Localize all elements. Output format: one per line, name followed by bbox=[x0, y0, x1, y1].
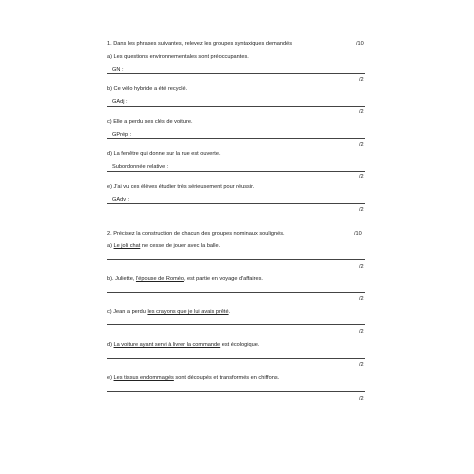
ex2-sentence-d: d) La voiture ayant servi à livrer la commande est écologique. bbox=[107, 342, 260, 348]
ex1-score-c: /2 bbox=[359, 142, 364, 148]
ex2-sentence-b: b). Juliette, l'épouse de Roméo, est partie en voyage d'affaires. bbox=[107, 276, 263, 282]
underlined-noun-group: Le joli chat bbox=[113, 243, 141, 249]
ex2-answer-line-a[interactable] bbox=[107, 259, 365, 260]
underlined-noun-group: Les tissus endommagés bbox=[113, 375, 174, 381]
ex1-answer-label-c: GPrép : bbox=[112, 132, 132, 138]
ex1-answer-label-e: GAdv : bbox=[112, 197, 130, 203]
exercise-1-total: /10 bbox=[356, 41, 364, 47]
ex1-answer-line-c[interactable] bbox=[107, 138, 365, 139]
ex2-score-e: /2 bbox=[359, 396, 364, 402]
ex2-score-a: /2 bbox=[359, 264, 364, 270]
ex1-answer-line-a[interactable] bbox=[107, 73, 365, 74]
ex1-sentence-b: b) Ce vélo hybride a été recyclé. bbox=[107, 86, 188, 92]
ex1-score-a: /2 bbox=[359, 77, 364, 83]
ex1-sentence-e: e) J'ai vu ces élèves étudier très sérieusement pour réussir. bbox=[107, 184, 255, 190]
underlined-noun-group: les crayons que je lui avais prêté bbox=[147, 309, 229, 315]
ex2-sentence-a: a) Le joli chat ne cesse de jouer avec la balle. bbox=[107, 243, 221, 249]
ex1-answer-line-d[interactable] bbox=[107, 171, 365, 172]
ex2-answer-line-e[interactable] bbox=[107, 391, 365, 392]
ex2-score-b: /2 bbox=[359, 296, 364, 302]
ex2-answer-line-b[interactable] bbox=[107, 292, 365, 293]
ex1-sentence-a: a) Les questions environnementales sont préoccupantes. bbox=[107, 54, 249, 60]
ex1-answer-line-b[interactable] bbox=[107, 106, 365, 107]
exercise-1-title: 1. Dans les phrases suivantes, relevez les groupes syntaxiques demandés bbox=[107, 41, 293, 47]
ex1-answer-label-a: GN : bbox=[112, 67, 124, 73]
underlined-noun-group: La voiture ayant servi à livrer la commande bbox=[113, 342, 221, 348]
exercise-2-total: /10 bbox=[354, 231, 362, 237]
ex1-sentence-c: c) Elle a perdu ses clés de voiture. bbox=[107, 119, 193, 125]
ex1-score-d: /2 bbox=[359, 174, 364, 180]
ex2-answer-line-d[interactable] bbox=[107, 358, 365, 359]
ex2-answer-line-c[interactable] bbox=[107, 324, 365, 325]
ex2-score-d: /2 bbox=[359, 362, 364, 368]
ex1-sentence-d: d) La fenêtre qui donne sur la rue est ouverte. bbox=[107, 151, 221, 157]
ex1-answer-label-d: Subordonnée relative : bbox=[112, 164, 169, 170]
ex1-answer-line-e[interactable] bbox=[107, 203, 365, 204]
ex2-score-c: /2 bbox=[359, 329, 364, 335]
underlined-noun-group: l'épouse de Roméo bbox=[135, 276, 184, 282]
ex1-answer-label-b: GAdj : bbox=[112, 99, 128, 105]
ex2-sentence-e: e) Les tissus endommagés sont découpés et transformés en chiffons. bbox=[107, 375, 280, 381]
ex2-sentence-c: c) Jean a perdu les crayons que je lui avais prêté. bbox=[107, 309, 231, 315]
ex1-score-b: /2 bbox=[359, 109, 364, 115]
exercise-2-title: 2. Précisez la construction de chacun des groupes nominaux soulignés. bbox=[107, 231, 285, 237]
ex1-score-e: /2 bbox=[359, 207, 364, 213]
